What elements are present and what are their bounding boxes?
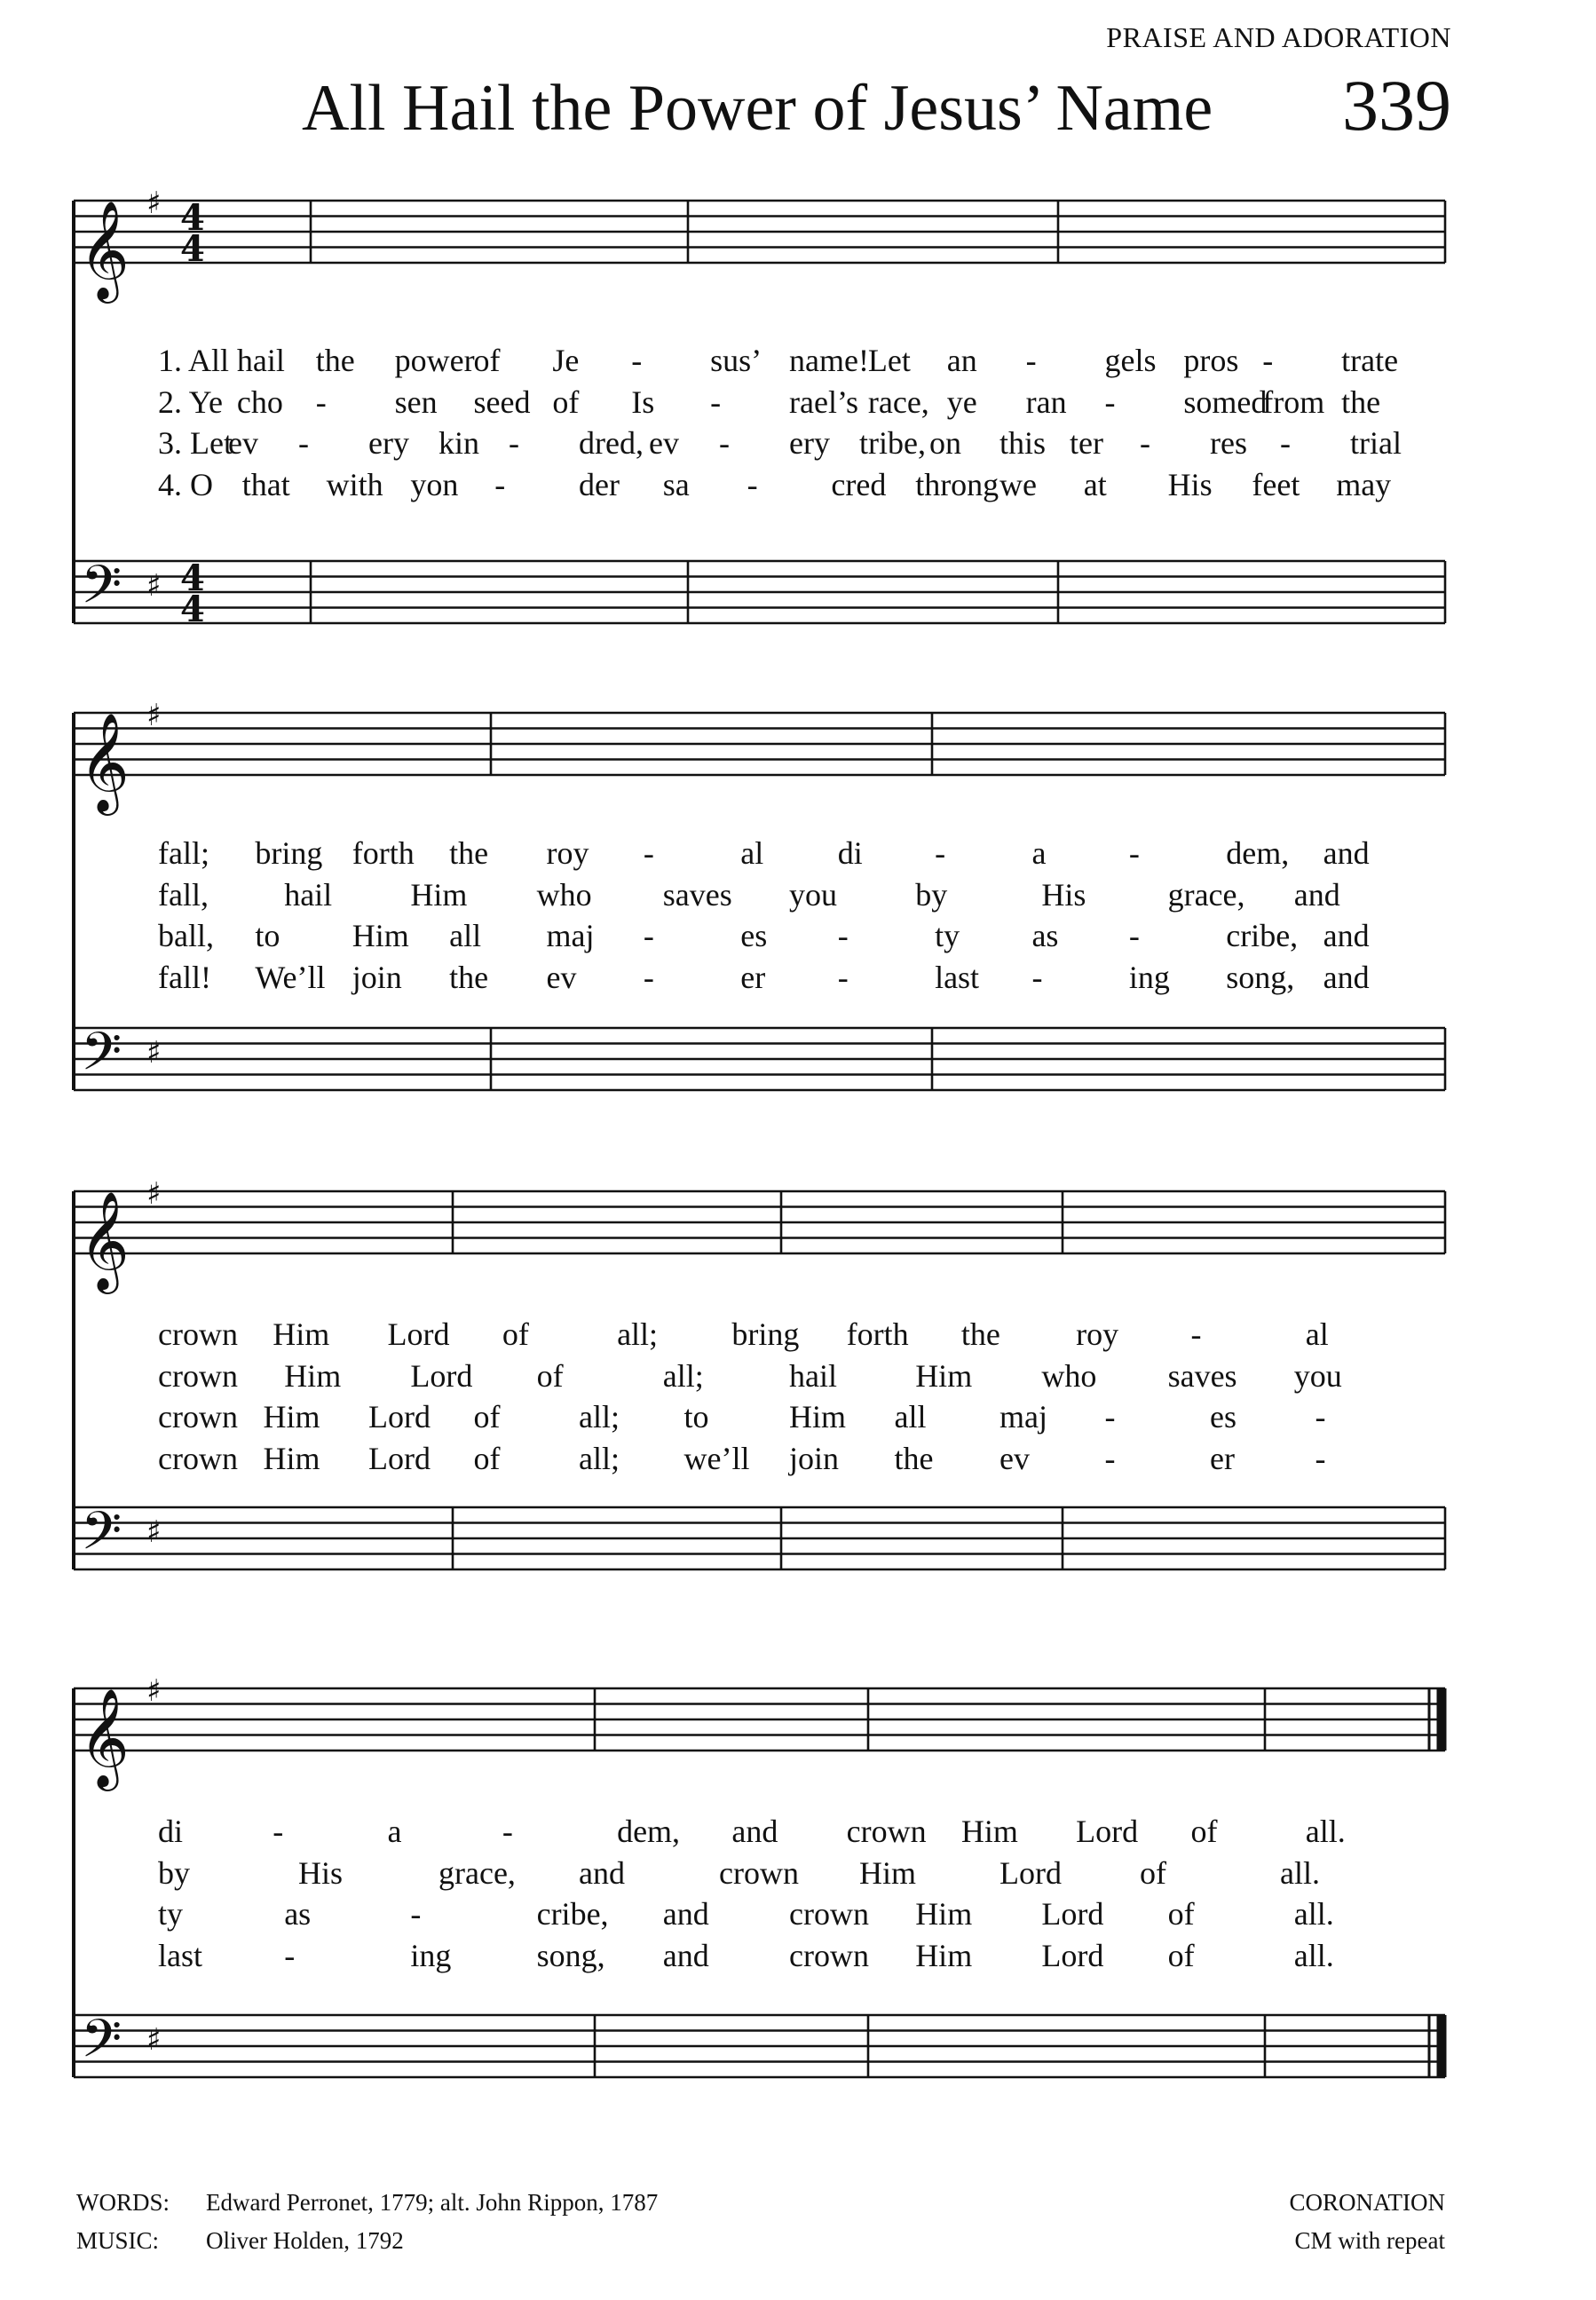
lyric-syllable: bring [731,1316,800,1352]
lyric-syllable: of [1140,1854,1166,1891]
lyric-syllable: Him [915,1896,973,1932]
lyric-syllable: the [449,835,489,871]
lyric-syllable: Is [631,383,655,420]
lyric-syllable: of [536,1357,564,1394]
lyric-syllable: Lord [410,1357,473,1394]
lyric-syllable: Lord [1041,1896,1104,1932]
lyric-syllable: cred [831,466,887,502]
lyric-syllable: di [158,1814,184,1849]
lyric-syllable: cho [236,383,283,420]
lyric-syllable: and [1293,876,1340,913]
lyric-syllable: ball, [158,918,214,953]
lyric-syllable: and [579,1854,625,1891]
lyric-syllable: crown [789,1937,869,1973]
lyric-syllable: to [683,1399,709,1435]
lyric-syllable: fall; [158,835,209,871]
lyric-syllable: Let [867,343,911,378]
lyric-syllable: - [509,425,519,461]
lyric-syllable: - [837,918,849,953]
lyric-syllable: of [473,1440,501,1476]
lyric-syllable: as [1031,918,1059,953]
lyric-syllable: Him [915,1937,973,1973]
sharp-icon-treble-3: ♯ [146,1673,162,1709]
lyric-syllable: - [1104,383,1116,420]
time-signature-top-bass: 4 [180,557,205,599]
lyric-syllable: as [284,1896,312,1932]
lyric-syllable: Him [263,1440,320,1476]
lyric-syllable: saves [662,876,732,913]
lyric-syllable: a [387,1814,402,1849]
lyric-syllable: ty [935,918,960,953]
lyric-syllable: 4. O [158,466,213,502]
lyric-syllable: with [326,466,383,502]
lyric-syllable: a [1031,835,1047,871]
lyric-syllable: that [241,466,290,502]
treble-clef-icon-1: 𝄞 [79,712,130,811]
lyric-syllable: Him [284,1357,342,1394]
lyric-syllable: who [536,876,592,913]
sharp-icon-treble-2: ♯ [146,1176,162,1212]
lyric-syllable: song, [536,1937,605,1973]
lyric-syllable: - [837,959,849,995]
lyric-syllable: - [1031,959,1043,995]
lyric-syllable: ery [368,425,409,461]
lyric-syllable: the [960,1316,1000,1352]
lyric-syllable: ery [789,425,830,461]
lyric-syllable: we [999,466,1037,502]
lyric-syllable: of [473,1399,501,1435]
lyric-syllable: - [1025,343,1037,378]
lyric-syllable: dred, [579,425,644,461]
lyric-syllable: forth [846,1316,909,1352]
hymn-number: 339 [1342,65,1451,146]
lyric-syllable: Lord [387,1316,450,1352]
lyric-syllable: ev [546,959,577,995]
lyric-syllable: fall, [158,876,209,913]
lyric-syllable: kin [439,425,480,461]
lyric-syllable: 1. All [158,343,230,378]
lyric-syllable: Him [352,918,409,953]
lyric-syllable: last [158,1937,202,1973]
lyric-syllable: power [394,343,475,378]
lyric-syllable: from [1262,383,1325,420]
lyric-syllable: - [643,918,654,953]
lyric-syllable: tribe, [859,425,926,461]
bass-clef-icon-3: 𝄢 [81,2007,122,2083]
lyric-syllable: crown [158,1399,238,1435]
lyric-syllable: Lord [1076,1814,1139,1849]
lyric-syllable: of [552,383,580,420]
words-label: WORDS: [76,2189,170,2216]
lyric-syllable: ing [1128,959,1170,995]
lyric-syllable: an [946,343,977,378]
lyric-syllable: hail [236,343,285,378]
lyric-syllable: Him [859,1854,917,1891]
lyric-syllable: Him [789,1399,847,1435]
lyric-syllable: all [894,1399,927,1435]
lyric-syllable: sus’ [710,343,762,378]
lyric-syllable: may [1336,466,1392,502]
lyric-syllable: - [1190,1316,1202,1352]
lyric-syllable: all; [662,1357,704,1394]
lyric-syllable: and [662,1896,709,1932]
lyric-syllable: saves [1167,1357,1237,1394]
lyric-syllable: crown [158,1440,238,1476]
lyric-syllable: grace, [439,1854,516,1891]
lyric-syllable: cribe, [1226,918,1299,953]
tune-name: CORONATION [1289,2189,1445,2216]
lyric-syllable: by [915,876,948,913]
sharp-icon-bass-1: ♯ [146,1035,162,1071]
lyric-syllable: all; [579,1399,620,1435]
lyric-syllable: roy [546,835,589,871]
lyric-syllable: all. [1293,1896,1334,1932]
hymn-category: PRAISE AND ADORATION [1106,21,1451,53]
lyric-syllable: - [1315,1440,1326,1476]
lyric-syllable: al [1305,1316,1329,1352]
lyric-syllable: der [579,466,620,502]
lyric-syllable: res [1210,425,1247,461]
lyric-syllable: pros [1183,343,1239,378]
time-signature-top-treble: 4 [180,197,205,239]
lyric-syllable: ye [946,383,977,420]
lyric-syllable: - [631,343,643,378]
lyric-syllable: on [929,425,961,461]
lyric-syllable: of [1167,1896,1195,1932]
lyric-syllable: - [1280,425,1291,461]
treble-clef-icon-3: 𝄞 [79,1687,130,1787]
lyric-syllable: name! [789,343,869,378]
time-signature-bottom-bass: 4 [180,589,205,630]
lyric-syllable: throng [915,466,999,502]
bass-clef-icon-2: 𝄢 [81,1499,122,1575]
lyric-syllable: al [740,835,764,871]
lyric-syllable: - [719,425,730,461]
lyric-syllable: - [410,1896,422,1932]
lyric-syllable: - [1104,1440,1116,1476]
lyric-syllable: race, [867,383,929,420]
lyric-syllable: you [789,876,837,913]
lyric-syllable: of [1190,1814,1218,1849]
lyric-syllable: - [1315,1399,1326,1435]
sharp-icon-bass-0: ♯ [146,568,162,604]
lyric-syllable: His [1167,466,1213,502]
lyric-syllable: all. [1305,1814,1346,1849]
lyric-syllable: trial [1350,425,1402,461]
lyric-syllable: - [315,383,327,420]
lyric-syllable: you [1293,1357,1342,1394]
lyric-syllable: of [502,1316,529,1352]
lyric-syllable: sa [662,466,690,502]
lyric-syllable: Him [263,1399,320,1435]
lyric-syllable: ev [228,425,258,461]
lyric-syllable: we’ll [683,1440,750,1476]
lyric-syllable: ran [1025,383,1067,420]
lyric-syllable: - [494,466,506,502]
lyric-syllable: roy [1076,1316,1119,1352]
time-signature-bottom-treble: 4 [180,228,205,270]
lyric-syllable: somed [1183,383,1268,420]
lyric-syllable: and [1323,918,1370,953]
lyric-syllable: - [298,425,309,461]
lyric-syllable: of [1167,1937,1195,1973]
lyric-syllable: Lord [1041,1937,1104,1973]
lyric-syllable: Him [273,1316,330,1352]
lyric-syllable: His [1041,876,1086,913]
lyric-syllable: the [1341,383,1381,420]
lyric-syllable: cribe, [536,1896,609,1932]
lyric-syllable: hail [284,876,333,913]
lyric-syllable: feet [1252,466,1300,502]
lyric-syllable: all. [1280,1854,1320,1891]
lyric-syllable: at [1083,466,1107,502]
lyric-syllable: - [935,835,946,871]
lyric-syllable: the [449,959,489,995]
lyric-syllable: ty [158,1896,184,1932]
lyric-syllable: ev [999,1440,1030,1476]
lyric-syllable: - [1128,918,1140,953]
lyric-syllable: and [1323,835,1370,871]
music-label: MUSIC: [76,2227,160,2254]
lyric-syllable: and [662,1937,709,1973]
lyric-syllable: - [710,383,722,420]
lyric-syllable: all; [617,1316,659,1352]
lyric-syllable: Lord [368,1399,431,1435]
lyric-syllable: 2. Ye [158,383,224,420]
lyric-syllable: - [284,1937,296,1973]
bass-clef-icon-0: 𝄢 [81,553,122,628]
lyric-syllable: seed [473,383,531,420]
lyric-syllable: fall! [158,959,211,995]
lyric-syllable: Him [410,876,468,913]
lyric-syllable: - [273,1814,284,1849]
lyric-syllable: join [789,1440,840,1476]
lyric-syllable: - [643,835,654,871]
lyric-syllable: this [999,425,1047,461]
sharp-icon-treble-1: ♯ [146,698,162,733]
lyric-syllable: and [1323,959,1370,995]
lyric-syllable: Lord [999,1854,1062,1891]
lyric-syllable: by [158,1854,190,1891]
lyric-syllable: hail [789,1357,837,1394]
words-credit: Edward Perronet, 1779; alt. John Rippon, 1787 [206,2189,659,2216]
lyric-syllable: es [740,918,768,953]
lyric-syllable: all; [579,1440,620,1476]
lyric-syllable: all. [1293,1937,1334,1973]
lyric-syllable: maj [546,918,595,953]
lyric-syllable: Him [960,1814,1018,1849]
lyric-syllable: ev [649,425,679,461]
hymn-title: All Hail the Power of Jesus’ Name [302,72,1213,145]
lyric-syllable: ter [1070,425,1103,461]
lyric-syllable: His [298,1854,344,1891]
lyric-syllable: of [473,343,501,378]
bass-clef-icon-1: 𝄢 [81,1020,122,1095]
lyric-syllable: crown [789,1896,869,1932]
lyric-syllable: er [1210,1440,1235,1476]
lyric-syllable: We’ll [255,959,326,995]
lyric-syllable: trate [1341,343,1399,378]
lyric-syllable: - [1140,425,1150,461]
lyric-syllable: dem, [1226,835,1290,871]
sharp-icon-treble-0: ♯ [146,186,162,221]
lyric-syllable: 3. Let [158,425,233,461]
treble-clef-icon-2: 𝄞 [79,1190,130,1290]
lyric-syllable: Lord [368,1440,431,1476]
lyric-syllable: crown [158,1357,238,1394]
lyric-syllable: - [1128,835,1140,871]
lyric-syllable: crown [719,1854,799,1891]
lyric-syllable: who [1041,1357,1097,1394]
lyric-syllable: - [747,466,758,502]
lyric-syllable: yon [410,466,459,502]
lyric-syllable: to [255,918,280,953]
lyric-syllable: last [935,959,980,995]
lyric-syllable: song, [1226,959,1295,995]
lyric-syllable: crown [846,1814,927,1849]
lyric-syllable: maj [999,1399,1047,1435]
lyric-syllable: Je [552,343,580,378]
treble-clef-icon-0: 𝄞 [79,200,130,299]
lyric-syllable: - [1104,1399,1116,1435]
music-credit: Oliver Holden, 1792 [206,2227,404,2254]
lyric-syllable: rael’s [789,383,858,420]
lyric-syllable: gels [1104,343,1157,378]
lyric-syllable: - [643,959,654,995]
lyric-syllable: Him [915,1357,973,1394]
lyric-syllable: - [1262,343,1274,378]
lyric-syllable: di [837,835,863,871]
lyric-syllable: all [449,918,482,953]
lyric-syllable: dem, [617,1814,681,1849]
lyric-syllable: join [352,959,402,995]
lyric-syllable: and [731,1814,778,1849]
sharp-icon-bass-3: ♯ [146,2022,162,2058]
lyric-syllable: crown [158,1316,238,1352]
lyric-syllable: the [894,1440,934,1476]
lyric-syllable: the [315,343,355,378]
lyric-syllable: er [740,959,766,995]
lyric-syllable: grace, [1167,876,1245,913]
lyric-syllable: bring [255,835,323,871]
lyric-syllable: es [1210,1399,1237,1435]
sharp-icon-bass-2: ♯ [146,1514,162,1550]
lyric-syllable: - [502,1814,513,1849]
lyric-syllable: sen [394,383,438,420]
lyric-syllable: ing [410,1937,452,1973]
lyric-syllable: forth [352,835,415,871]
hymn-meter: CM with repeat [1294,2227,1445,2254]
